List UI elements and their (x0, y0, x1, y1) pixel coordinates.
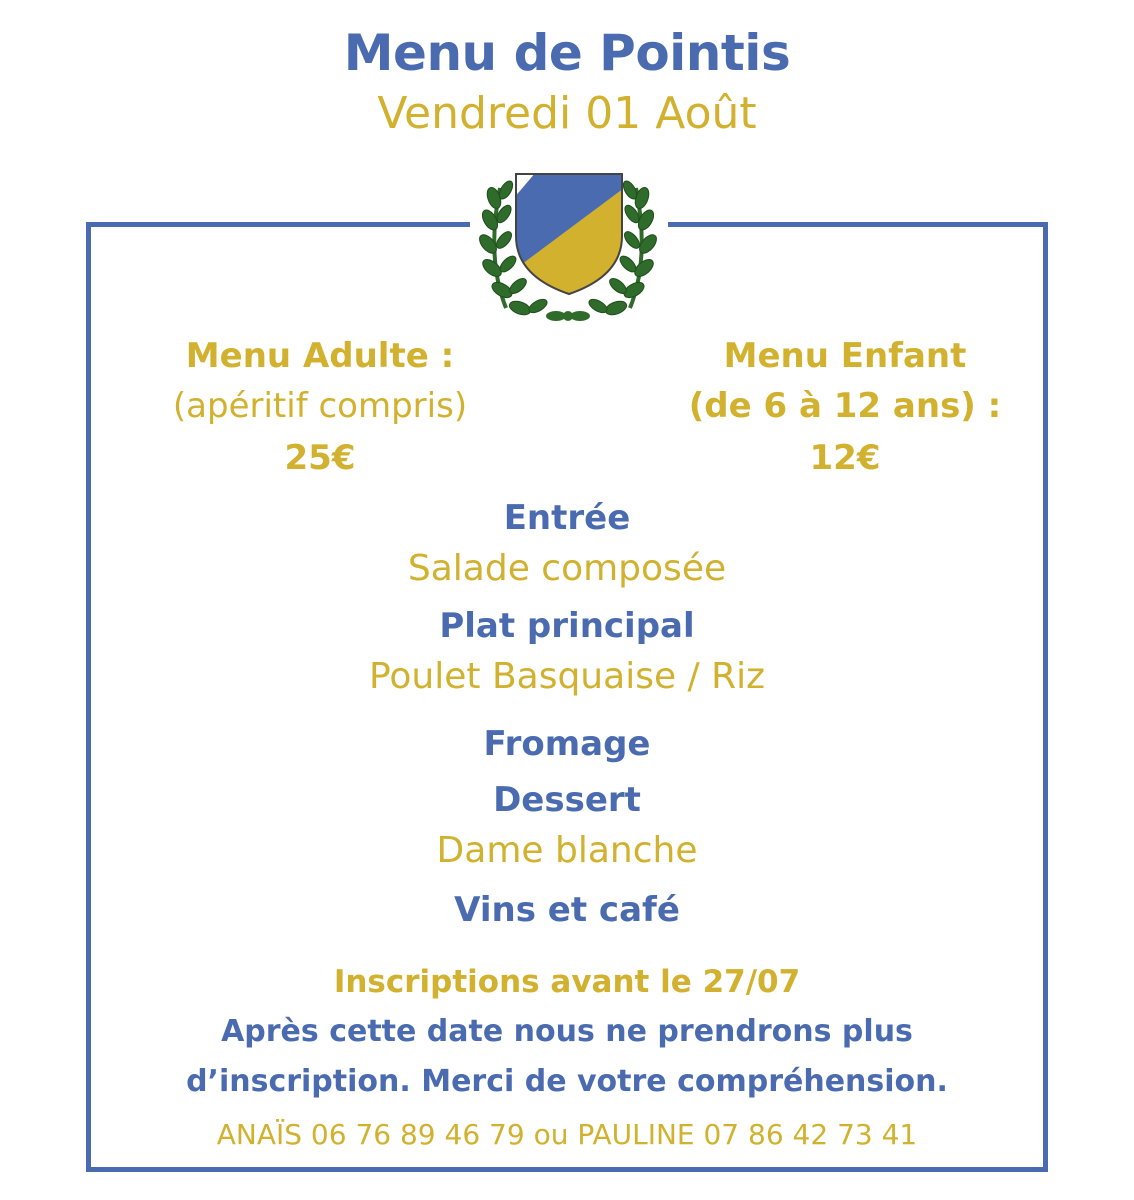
child-menu-title: Menu Enfant (723, 336, 967, 376)
child-menu (665, 336, 1025, 478)
cheese-heading: Fromage (483, 724, 651, 764)
notice-line-1: Après cette date nous ne prendrons plus (221, 1014, 913, 1049)
notice-line-2: d’inscription. Merci de votre compréhension. (186, 1064, 948, 1099)
main-item: Poulet Basquaise / Riz (368, 656, 766, 697)
adult-menu-subtitle: (apéritif compris) (172, 386, 468, 426)
dessert-heading: Dessert (493, 780, 641, 820)
drinks-heading: Vins et café (454, 890, 680, 930)
laurel-crest-icon (476, 158, 660, 330)
main-heading: Plat principal (439, 606, 695, 646)
child-menu-subtitle: (de 6 à 12 ans) : (688, 386, 1002, 426)
event-date: Vendredi 01 Août (377, 88, 757, 139)
deadline-notice: Inscriptions avant le 27/07 (333, 964, 801, 1000)
page-title: Menu de Pointis (343, 24, 791, 82)
dessert-item: Dame blanche (436, 830, 698, 871)
adult-menu (140, 336, 500, 478)
contact-info: ANAÏS 06 76 89 46 79 ou PAULINE 07 86 42 73 41 (216, 1118, 918, 1151)
adult-menu-title: Menu Adulte : (185, 336, 455, 376)
starter-heading: Entrée (503, 498, 631, 538)
starter-item: Salade composée (407, 548, 727, 589)
adult-menu-price: 25€ (284, 438, 356, 478)
child-menu-price: 12€ (809, 438, 881, 478)
